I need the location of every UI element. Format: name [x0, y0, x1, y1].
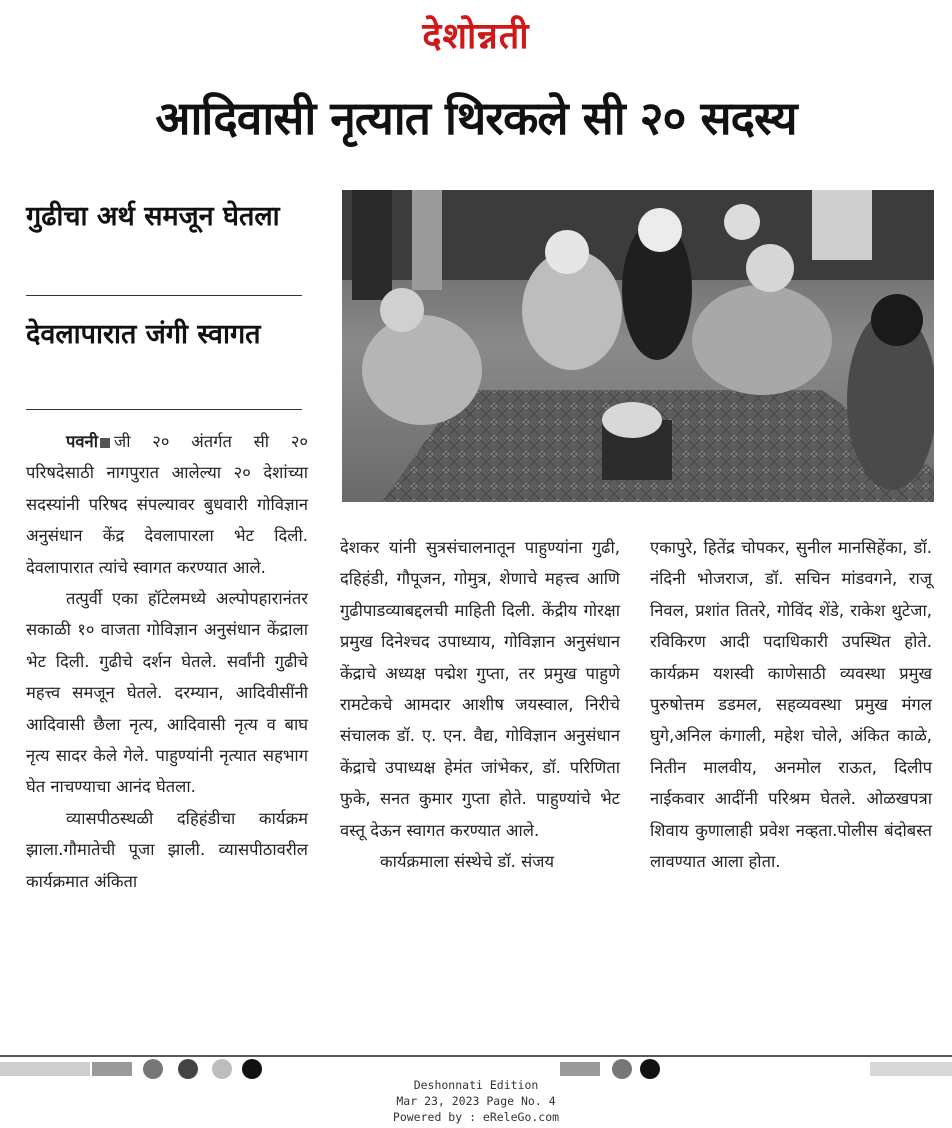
- dateline: पवनी: [66, 432, 98, 451]
- edition-footer: [0, 1077, 952, 1125]
- masthead-logo: देशोन्नती: [422, 16, 530, 57]
- powered-by-link[interactable]: Powered by : eReleGo.com: [392, 1110, 560, 1124]
- divider: [26, 409, 302, 410]
- headline: आदिवासी नृत्यात थिरकले सी २० सदस्य: [155, 91, 797, 145]
- paragraph: तत्पुर्वी एका हॉटेलमध्ये अल्पोपहारानंतर सकाळी १० वाजता गोविज्ञान अनुसंधान केंद्राला भेट दिली. गुढीचे दर्शन घेतले. सर्वांनी गुढीचे महत्त्व समजून घेतले. दरम्यान, आदिवीसींनी आदिवासी छैला नृत्य, आदिवासी नृत्य व बाघ नृत्य सादर केले गेले. पाहुण्यांनी नृत्यात सहभाग घेत नाचण्याचा आनंद घेतला.: [26, 589, 308, 797]
- news-photo: [342, 190, 934, 502]
- divider: [26, 295, 302, 296]
- paragraph: देशकर यांनी सुत्रसंचालनातून पाहुण्यांना गुढी, दहिहंडी, गौपूजन, गोमुत्र, शेणाचे महत्त्व आणि गुढीपाडव्याबद्दलची माहिती दिली. केंद्रीय गोरक्षा प्रमुख दिनेश्चद उपाध्याय, गोविज्ञान अनुसंधान केंद्राचे अध्यक्ष पद्मेश गुप्ता, तर प्रमुख पाहुणे रामटेकचे आमदार आशीष जयस्वाल, निरीचे संचालक डॉ. ए. एन. वैद्य, गोविज्ञान अनुसंधान केंद्राचे उपाध्यक्ष हेमंत जांभेकर, डॉ. परिणिता फुके, सनत कुमार गुप्ता होते. पाहुण्यांचे भेट वस्तू देऊन स्वागत करण्यात आले.: [340, 538, 620, 840]
- article-column-2: [340, 532, 620, 877]
- subheadline-1: गुढीचा अर्थ समजून घेतला: [26, 201, 280, 232]
- dateline-bullet-icon: [100, 438, 110, 448]
- subheadline-2: देवलापारात जंगी स्वागत: [26, 319, 261, 350]
- paragraph: जी २० अंतर्गत सी २० परिषदेसाठी नागपुरात आलेल्या २० देशांच्या सदस्यांनी परिषद संपल्यावर बुधवारी गोविज्ञान अनुसंधान केंद्र देवलापारला भेट दिली. देवलापारात त्यांचे स्वागत करण्यात आले.: [26, 432, 308, 577]
- edition-name: Deshonnati Edition: [413, 1078, 539, 1092]
- article-column-3: [650, 532, 932, 877]
- paragraph: कार्यक्रमाला संस्थेचे डॉ. संजय: [380, 852, 555, 872]
- paragraph: व्यासपीठस्थळी दहिहंडीचा कार्यक्रम झाला.गौमातेची पूजा झाली. व्यासपीठावरील कार्यक्रमात अंकिता: [26, 808, 308, 891]
- article-column-1: [26, 426, 308, 897]
- edition-date: Mar 23, 2023 Page No. 4: [396, 1094, 556, 1108]
- paragraph: एकापुरे, हितेंद्र चोपकर, सुनील मानसिहेंका, डॉ. नंदिनी भोजराज, डॉ. सचिन मांडवगने, राजू निवल, प्रशांत तितरे, गोविंद शेंडे, राकेश थुटेजा, रविकिरण आदी पदाधिकारी उपस्थित होते. कार्यक्रम यशस्वी काणेसाठी व्यवस्था प्रमुख पुरुषोत्तम डडमल, सहव्यवस्था प्रमुख मंगल घुगे,अनिल कंगाली, महेश चोले, अंकित काळे, नितीन मालवीय, अनमोल राऊत, दिलीप नाईकवार आदींनी परिश्रम घेतले. ओळखपत्रा शिवाय कुणालाही प्रवेश नव्हता.पोलीस बंदोबस्त लावण्यात आला होता.: [650, 538, 932, 872]
